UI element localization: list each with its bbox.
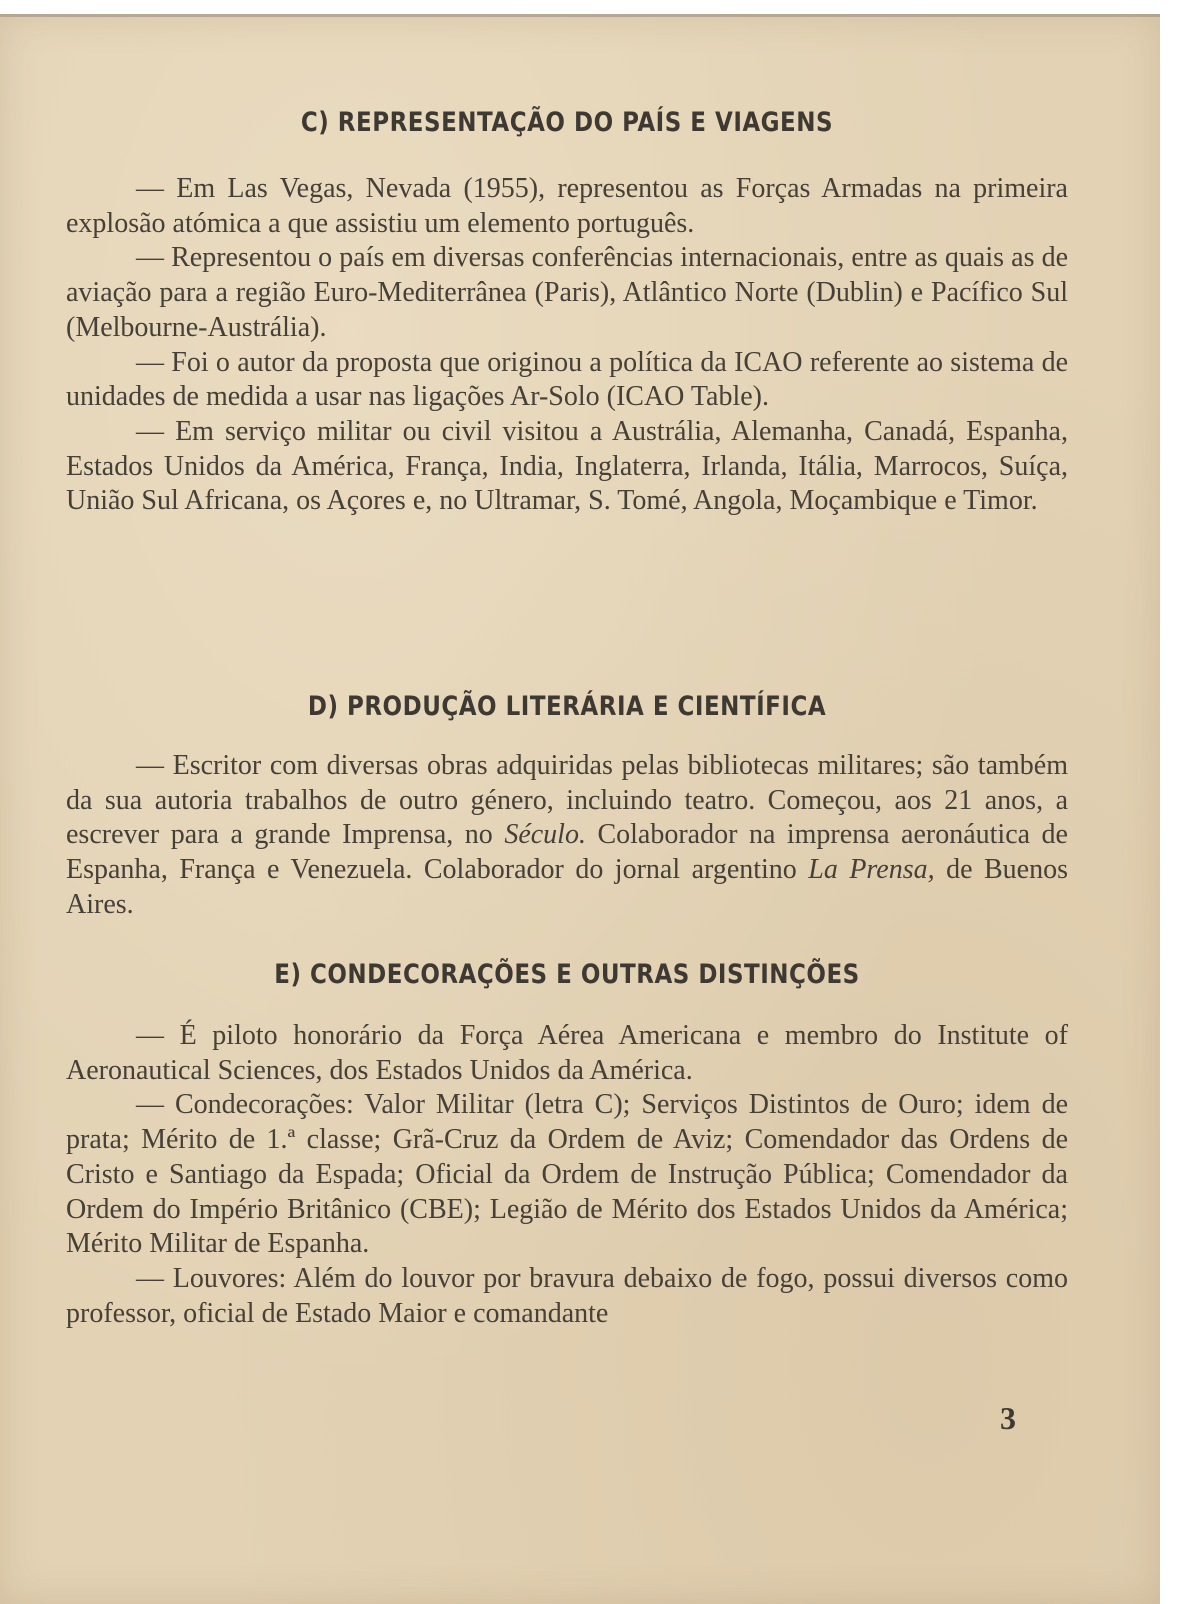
section-e-body	[66, 1019, 1068, 1331]
section-d-heading: D) PRODUÇÃO LITERÁRIA E CIENTÍFICA	[307, 692, 827, 722]
newspaper-seculo: Século.	[504, 819, 586, 851]
writer-text-1: — Escritor com diversas obras adquiridas pelas bibliotecas militares; são também da sua autoria trabalhos de outro género, incluindo teatro. Começou, aos 21 anos, a escrever para a grande Imprensa, no	[66, 750, 1068, 851]
page-number: 3	[1000, 1400, 1016, 1436]
section-c-heading: C) REPRESENTAÇÃO DO PAÍS E VIAGENS	[300, 108, 834, 138]
paragraph-conferences: — Representou o país em diversas conferências internacionais, entre as quais as de aviação para a região Euro-Mediterrânea (Paris), Atlântico Norte (Dublin) e Pacífico Sul (Melbourne-Austrália).	[66, 242, 1068, 343]
section-e-heading: E) CONDECORAÇÕES E OUTRAS DISTINÇÕES	[274, 960, 860, 990]
page-top-edge	[0, 14, 1160, 17]
section-d-body	[66, 749, 1068, 923]
paragraph-writer	[66, 749, 1068, 923]
paragraph-travels: — Em serviço militar ou civil visitou a Austrália, Alemanha, Canadá, Espanha, Estados Unidos da América, França, India, Inglaterra, Irlanda, Itália, Marrocos, Suíça, União Sul Africana, os Açores e, no Ultramar, S. Tomé, Angola, Moçambique e Timor.	[66, 415, 1068, 517]
paragraph-las-vegas: — Em Las Vegas, Nevada (1955), representou as Forças Armadas na primeira explosão atómica a que assistiu um elemento português.	[66, 173, 1068, 239]
paragraph-decorations: — Condecorações: Valor Militar (letra C); Serviços Distintos de Ouro; idem de prata; Mérito de 1.ª classe; Grã-Cruz da Ordem de Aviz; Comendador das Ordens de Cristo e Santiago da Espada; Oficial da Ordem de Instrução Pública; Comendador da Ordem do Império Britânico (CBE); Legião de Mérito dos Estados Unidos da América; Mérito Militar de Espanha.	[66, 1089, 1068, 1260]
paragraph-icao: — Foi o autor da proposta que originou a política da ICAO referente ao sistema de unidades de medida a usar nas ligações Ar-Solo (ICAO Table).	[66, 346, 1068, 413]
writer-text-3: de Buenos Aires.	[66, 854, 1068, 920]
writer-text-2: Colaborador na imprensa aeronáutica de Espanha, França e Venezuela. Colaborador do jornal argentino	[66, 819, 1068, 886]
paragraph-honorary-pilot: — É piloto honorário da Força Aérea Americana e membro do Institute of Aeronautical Sciences, dos Estados Unidos da América.	[66, 1020, 1068, 1086]
section-c-body	[66, 172, 1068, 519]
newspaper-la-prensa: La Prensa,	[808, 854, 935, 886]
paragraph-commendations: — Louvores: Além do louvor por bravura debaixo de fogo, possui diversos como professor, oficial de Estado Maior e comandante	[66, 1262, 1068, 1329]
